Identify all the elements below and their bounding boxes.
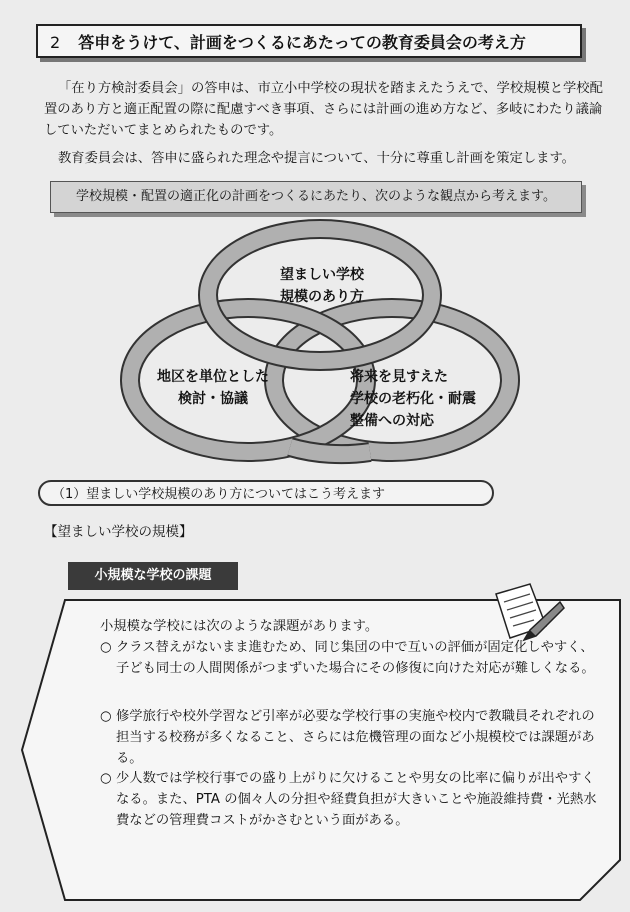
ring-top-label: 望ましい学校 規模のあり方 (280, 267, 364, 305)
bracket-title: 【望ましい学校の規模】 (44, 524, 193, 540)
viewpoint-banner: 学校規模・配置の適正化の計画をつくるにあたり、次のような観点から考えます。 (50, 181, 582, 213)
ring-left-label: 地区を単位とした 検討・協議 (157, 369, 269, 407)
bullet-text: 少人数では学校行事での盛り上がりに欠けることや男女の比率に偏りが出やすくなる。また、PTA の個々人の分担や経費負担が大きいことや施設維持費・光熱水費などの管理費コストがかさむという面がある。 (116, 771, 597, 828)
intro-paragraph-1: 「在り方検討委員会」の答申は、市立小中学校の現状を踏まえたうえで、学校規模と学校配置のあり方と適正配置の際に配慮すべき事項、さらには計画の進め方など、多岐にわたり議論していただいてまとめられたものです。 (44, 81, 603, 138)
subsection-heading: （1）望ましい学校規模のあり方についてはこう考えます (38, 480, 494, 506)
bullet-mark: ○ (100, 771, 112, 786)
panel-tab-label: 小規模な学校の課題 (68, 562, 238, 590)
bullet-text: 修学旅行や校外学習など引率が必要な学校行事の実施や校内で教職員それぞれの担当する校務が多くなること、さらには危機管理の面など小規模校では課題がある。 (116, 709, 595, 766)
ring-right-label: 将来を見すえた 学校の老朽化・耐震 整備への対応 (350, 369, 476, 429)
intro-paragraph-2: 教育委員会は、答申に盛られた理念や提言について、十分に尊重し計画を策定します。 (58, 151, 575, 166)
bullet-mark: ○ (100, 640, 112, 655)
panel-lead-text: 小規模な学校には次のような課題があります。 (100, 619, 379, 634)
panel-bullet-3 (100, 768, 600, 831)
section-title (36, 24, 582, 58)
panel-bullet-2 (100, 706, 600, 769)
section-title-text: 答申をうけて、計画をつくるにあたっての教育委員会の考え方 (78, 33, 526, 52)
ring-right-overlap (290, 447, 370, 454)
bullet-text: クラス替えがないまま進むため、同じ集団の中で互いの評価が固定化しやすく、子ども同士の人間関係がつまずいた場合にその修復に向けた対応が難しくなる。 (116, 640, 595, 676)
section-number: 2 (50, 33, 61, 52)
bullet-mark: ○ (100, 709, 112, 724)
panel-bullet-1 (100, 637, 600, 679)
